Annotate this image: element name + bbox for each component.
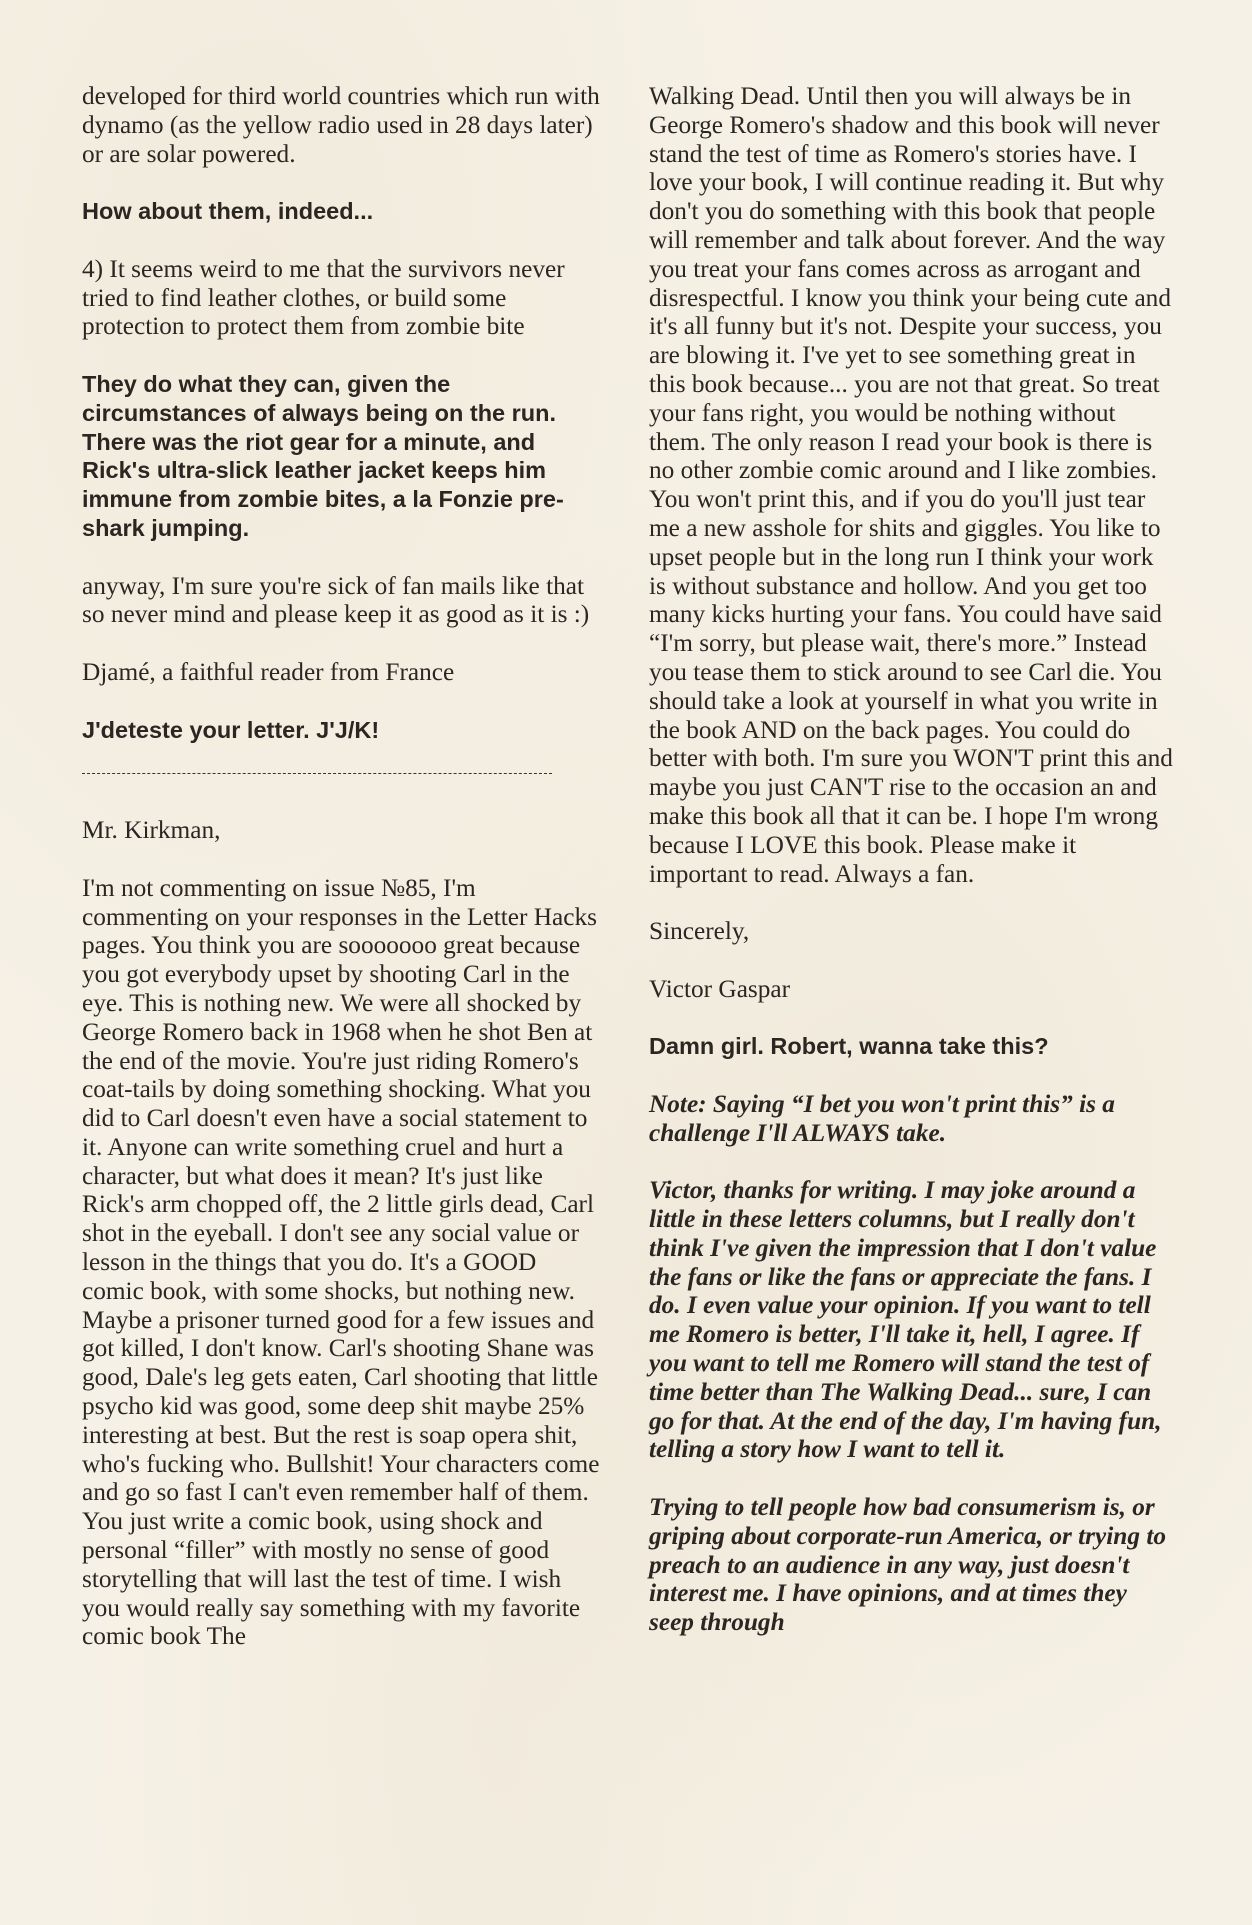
editor-response: How about them, indeed... xyxy=(82,198,374,225)
letter-text: developed for third world countries which run with dynamo (as the yellow radio used in 28 days later) or are solar powered. xyxy=(82,82,600,168)
editor-note: Note: Saying “I bet you won't print this” is a challenge I'll ALWAYS take. xyxy=(649,1089,1115,1147)
editor-reply: Victor, thanks for writing. I may joke around a little in these letters columns, but I really don't think I've given the impression that I don't value the fans or like the fans or appreciate the fans. I do. I even value your opinion. If you want to tell me Romero is better, I'll take it, hell, I agree. If you want to tell me Romero will stand the test of time better than The Walking Dead... sure, I can go for that. At the end of the day, I'm having fun, telling a story how I want to tell it. xyxy=(649,1176,1162,1464)
left-column xyxy=(82,82,602,1651)
letter-text: anyway, I'm sure you're sick of fan mails like that so never mind and please keep it as good as it is :) xyxy=(82,571,590,629)
letter-closing: Sincerely, xyxy=(649,917,750,946)
letter-text: 4) It seems weird to me that the survivors never tried to find leather clothes, or build some protection to protect them from zombie bite xyxy=(82,254,565,341)
editor-response: They do what they can, given the circumstances of always being on the run. There was the riot gear for a minute, and Rick's ultra-slick leather jacket keeps him immune from zombie bites, a la Fonzie pre-shark jumping. xyxy=(82,370,564,541)
letter-text: I'm not commenting on issue №85, I'm commenting on your responses in the Letter Hacks pages. You think you are sooooooo great because you got everybody upset by shooting Carl in the eye. This is nothing new. We were all shocked by George Romero back in 1968 when he shot Ben at the end of the movie. You're just riding Romero's coat-tails by doing something shocking. What you did to Carl doesn't even have a social statement to it. Anyone can write something cruel and hurt a character, but what does it mean? It's just like Rick's arm chopped off, the 2 little girls dead, Carl shot in the eyeball. I don't see any social value or lesson in the things that you do. It's a GOOD comic book, with some shocks, but nothing new. Maybe a prisoner turned good for a few issues and got killed, I don't know. Carl's shooting Shane was good, Dale's leg gets eaten, Carl shooting that little psycho kid was good, some deep shit maybe 25% interesting at best. But the rest is soap opera shit, who's fucking who. Bullshit! Your characters come and go so fast I can't even remember half of them. You just write a comic book, using shock and personal “filler” with mostly no sense of good storytelling that will last the test of time. I wish you would really say something with my favorite comic book The xyxy=(82,873,600,1651)
letter-signature: Victor Gaspar xyxy=(649,974,791,1003)
letter-salutation: Mr. Kirkman, xyxy=(82,816,221,845)
editor-response: Damn girl. Robert, wanna take this? xyxy=(649,1033,1049,1060)
editor-reply: Trying to tell people how bad consumerism is, or griping about corporate-run America, or trying to preach to an audience in any way, just doesn't interest me. I have opinions, and at times they seep through xyxy=(649,1493,1167,1637)
editor-response: J'deteste your letter. J'J/K! xyxy=(82,716,380,743)
right-column xyxy=(649,82,1174,1637)
letter-text: Walking Dead. Until then you will always be in George Romero's shadow and this book will never stand the test of time as Romero's stories have. I love your book, I will continue reading it. But why don't you do something with this book that people will remember and talk about forever. And the way you treat your fans comes across as arrogant and disrespectful. I know you think your being cute and it's all funny but it's not. Despite your success, you are blowing it. I've yet to see something great in this book because... you are not that great. So treat your fans right, you would be nothing without them. The only reason I read your book is there is no other zombie comic around and I like zombies. You won't print this, and if you do you'll just tear me a new asshole for shits and giggles. You like to upset people but in the long run I think your work is without substance and hollow. And you get too many kicks hurting your fans. You could have said “I'm sorry, but please wait, there's more.” Instead you tease them to stick around to see Carl die. You should take a look at yourself in what you write in the book AND on the back pages. You could do better with both. I'm sure you WON'T print this and maybe you just CAN'T rise to the occasion an and make this book all that it can be. I hope I'm wrong because I LOVE this book. Please make it important to read. Always a fan. xyxy=(649,82,1173,888)
letter-signature: Djamé, a faithful reader from France xyxy=(82,657,455,686)
divider xyxy=(82,773,552,774)
